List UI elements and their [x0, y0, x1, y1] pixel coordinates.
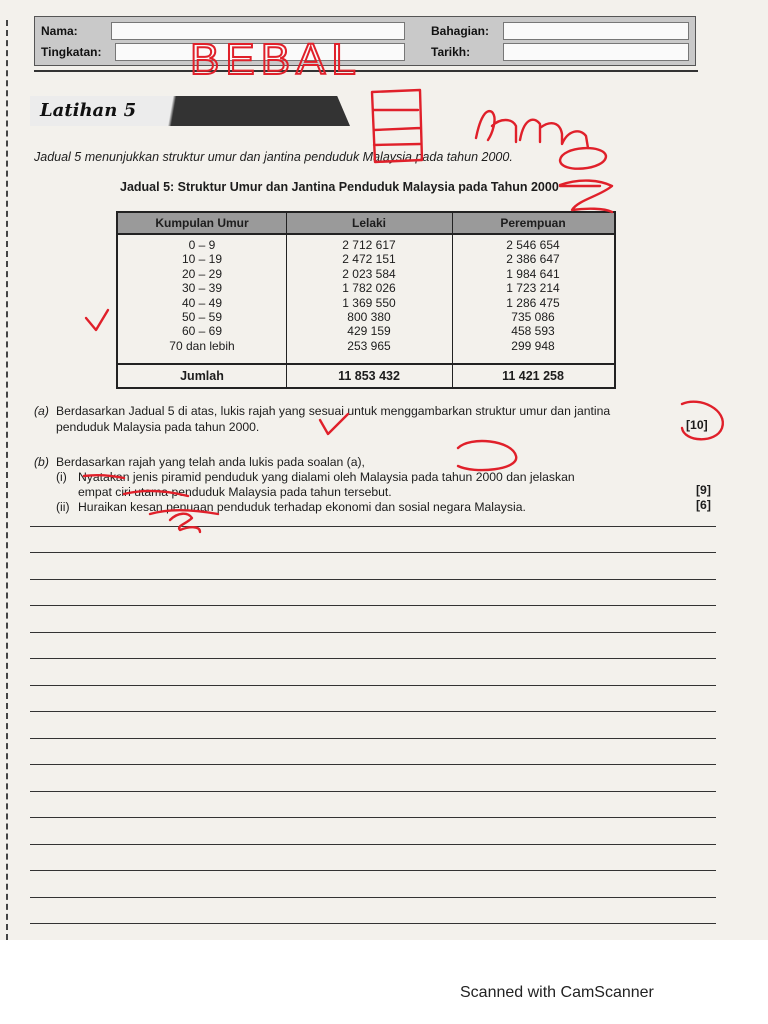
answer-line	[30, 844, 716, 845]
red-underline-2000	[560, 181, 612, 212]
answer-line	[30, 791, 716, 792]
female-cell: 1 723 214	[506, 281, 560, 296]
question-a-text-line2: penduduk Malaysia pada tahun 2000.	[56, 420, 260, 434]
answer-line	[30, 658, 716, 659]
red-scribble-mark	[476, 111, 588, 148]
tingkatan-label: Tingkatan:	[41, 45, 102, 59]
question-bi-text-line1: Nyatakan jenis piramid penduduk yang dialami oleh Malaysia pada tahun 2000 dan jelaskan	[78, 470, 575, 484]
age-group-cell: 50 – 59	[181, 310, 223, 325]
female-cell: 2 386 647	[506, 252, 560, 267]
answer-line	[30, 605, 716, 606]
question-a-text-line1: Berdasarkan Jadual 5 di atas, lukis rajah yang sesuai untuk menggambarkan struktur umur dan jantina	[56, 404, 611, 418]
female-column	[452, 238, 614, 353]
bahagian-label: Bahagian:	[431, 24, 490, 38]
question-b-label: (b)	[34, 455, 49, 469]
age-group-cell: 70 dan lebih	[169, 338, 235, 353]
age-group-cell: 0 – 9	[188, 238, 216, 252]
male-cell: 429 159	[347, 324, 391, 339]
header-age-group: Kumpulan Umur	[155, 216, 249, 230]
age-group-cell: 30 – 39	[181, 281, 223, 296]
answer-line	[30, 632, 716, 633]
question-a-label: (a)	[34, 404, 49, 418]
answer-line	[30, 870, 716, 871]
answer-line	[30, 897, 716, 898]
header-male: Lelaki	[351, 216, 387, 230]
handwritten-name: BEBAL	[190, 35, 362, 84]
total-label: Jumlah	[180, 369, 224, 383]
question-bi-label: (i)	[56, 470, 67, 484]
red-circle-jenis	[458, 441, 516, 470]
question-b-text: Berdasarkan rajah yang telah anda lukis pada soalan (a),	[56, 455, 365, 469]
age-group-cell: 40 – 49	[181, 295, 223, 310]
exercise-title: Latihan 5	[40, 100, 137, 121]
male-cell: 2 472 151	[342, 252, 396, 267]
bahagian-field[interactable]	[503, 22, 689, 40]
intro-text: Jadual 5 menunjukkan struktur umur dan jantina penduduk Malaysia pada tahun 2000.	[34, 150, 513, 164]
answer-line	[30, 738, 716, 739]
question-bii-text: Huraikan kesan penuaan penduduk terhadap ekonomi dan sosial negara Malaysia.	[78, 500, 526, 514]
total-female: 11 421 258	[502, 369, 564, 383]
answer-line	[30, 526, 716, 527]
nama-field[interactable]	[111, 22, 405, 40]
answer-line	[30, 579, 716, 580]
table-header-row	[118, 213, 614, 235]
question-bii-marks: [6]	[696, 498, 711, 512]
answer-line	[30, 711, 716, 712]
age-group-column	[118, 238, 286, 353]
red-tick-mark	[86, 310, 108, 330]
answer-line	[30, 923, 716, 924]
tarikh-label: Tarikh:	[431, 45, 471, 59]
scanner-watermark: Scanned with CamScanner	[460, 984, 654, 1001]
red-circle-2000	[560, 148, 606, 169]
female-cell: 735 086	[511, 310, 555, 325]
student-info-header	[34, 16, 696, 66]
table-title: Jadual 5: Struktur Umur dan Jantina Penduduk Malaysia pada Tahun 2000	[120, 180, 559, 194]
question-bi-marks: [9]	[696, 483, 711, 497]
population-table	[116, 211, 616, 389]
male-cell: 2 023 584	[342, 266, 396, 281]
male-cell: 253 965	[347, 338, 391, 353]
nama-label: Nama:	[41, 24, 78, 38]
male-cell: 1 369 550	[342, 295, 396, 310]
total-row-divider	[118, 363, 614, 365]
answer-line	[30, 552, 716, 553]
perforation-line	[6, 20, 12, 940]
male-cell: 1 782 026	[342, 281, 396, 296]
question-bii-label: (ii)	[56, 500, 70, 514]
age-group-cell: 60 – 69	[181, 324, 223, 339]
answer-lines[interactable]	[30, 526, 716, 936]
answer-line	[30, 685, 716, 686]
answer-line	[30, 817, 716, 818]
male-column	[286, 238, 452, 353]
male-cell: 800 380	[347, 310, 391, 325]
female-cell: 1 984 641	[506, 266, 560, 281]
tingkatan-field[interactable]	[115, 43, 405, 61]
question-a-marks: [10]	[686, 418, 708, 432]
female-cell: 2 546 654	[506, 238, 560, 252]
male-cell: 2 712 617	[342, 238, 396, 252]
tarikh-field[interactable]	[503, 43, 689, 61]
answer-line	[30, 764, 716, 765]
female-cell: 1 286 475	[506, 295, 560, 310]
question-bi-text-line2: empat ciri utama penduduk Malaysia pada tahun tersebut.	[78, 485, 392, 499]
header-female: Perempuan	[500, 216, 566, 230]
age-group-cell: 10 – 19	[181, 252, 223, 267]
female-cell: 299 948	[511, 338, 555, 353]
age-group-cell: 20 – 29	[181, 266, 223, 281]
total-male: 11 853 432	[338, 369, 400, 383]
header-rule	[34, 70, 698, 72]
female-cell: 458 593	[511, 324, 555, 339]
